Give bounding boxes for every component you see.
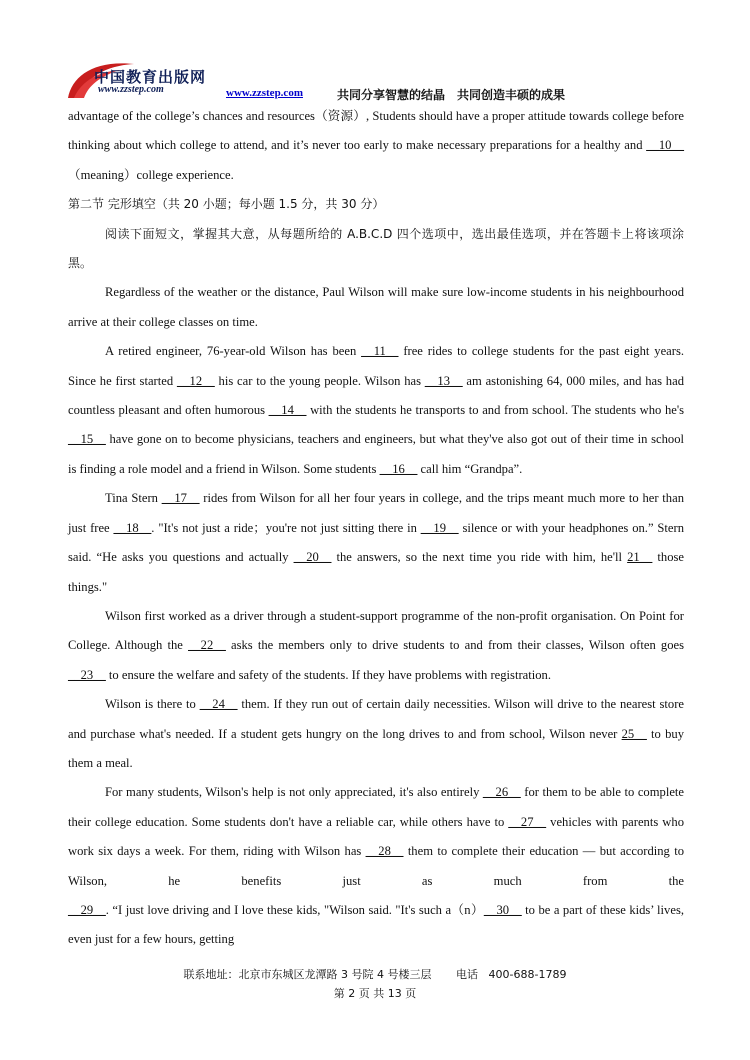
blank-21: 21__ [627, 550, 653, 565]
instruction: 阅读下面短文，掌握其大意，从每题所给的 A.B.C.D 四个选项中，选出最佳选项，并在答题卡上将该项涂黑。 [68, 226, 684, 271]
page-number: 第 2 页 共 13 页 [333, 987, 417, 1000]
publisher-logo [64, 58, 207, 104]
blank-13: __13__ [424, 373, 463, 388]
blank-19: __19__ [420, 520, 459, 535]
blank-11: __11__ [361, 344, 399, 359]
blank-12: __12__ [176, 373, 215, 388]
blank-27: __27__ [508, 814, 547, 829]
paragraph-continued: advantage of the college’s chances and resources（资源）, Students should have a proper attitude towards college before thinking about which college to attend, and it’s never too early to make necessary preparations for a healthy and __10__（meaning）college experience. [68, 109, 684, 182]
blank-25: 25__ [621, 726, 647, 741]
blank-26: __26__ [482, 785, 521, 800]
blank-28: __28__ [365, 844, 404, 859]
blank-22: __22__ [188, 638, 226, 653]
section-heading: 第二节 完形填空（共 20 小题；每小题 1.5 分，共 30 分） [68, 197, 385, 212]
footer-address: 联系地址：北京市东城区龙潭路 3 号院 4 号楼三层 电话 400-688-1789 [183, 968, 567, 981]
paragraph-1: Regardless of the weather or the distance, Paul Wilson will make sure low-income students in his neighbourhood arrive at their college classes on time. [68, 285, 684, 329]
blank-17: __17__ [161, 491, 200, 506]
site-link[interactable]: www.zzstep.com [226, 87, 303, 99]
blank-14: __14__ [268, 403, 307, 418]
page-content [68, 102, 684, 955]
paragraph-2: A retired engineer, 76-year-old Wilson has been __11__ free rides to college students for the past eight years. Since he first started __12__ his car to the young people. Wilson has __13__ am astonishing 64, 000 miles, and has had countless pleasant and often humorous __14__ with the students he transports to and from school. The students who he's __15__ have gone on to become physicians, teachers and engineers, but what they've also got out of their time in school is finding a role model and a friend in Wilson. Some students __16__ call him “Grandpa”. [68, 344, 684, 476]
paragraph-3: Tina Stern __17__ rides from Wilson for all her four years in college, and the trips meant much more to her than just free __18__. "It's not just a ride；you're not just sitting there in __19__ silence or with your headphones on.” Stern said. “He asks you questions and actually __20__ the answers, so the next time you ride with him, he'll 21__ those things." [68, 491, 684, 594]
blank-24: __24__ [199, 697, 238, 712]
blank-23: __23__ [68, 667, 106, 682]
page-header [0, 0, 750, 100]
paragraph-5: Wilson is there to __24__ them. If they run out of certain daily necessities. Wilson will drive to the nearest store and purchase what's needed. If a student gets hungry on the long drives to and from school, Wilson never 25__ to buy them a meal. [68, 697, 684, 770]
blank-10: __10__ [646, 138, 684, 153]
paragraph-4: Wilson first worked as a driver through a student-support programme of the non-profit organisation. On Point for College. Although the __22__ asks the members only to drive students to and from their classes, Wilson often goes __23__ to ensure the welfare and safety of the students. If they have problems with registration. [68, 608, 684, 682]
blank-29: __29__ [68, 902, 106, 917]
logo-url: www.zzstep.com [98, 84, 164, 95]
blank-16: __16__ [379, 461, 418, 476]
blank-20: __20__ [293, 550, 332, 565]
header-slogan: 共同分享智慧的结晶 共同创造丰硕的成果 [337, 88, 566, 102]
blank-30: __30__ [483, 902, 522, 917]
logo-title: 中国教育出版网 [94, 70, 207, 86]
blank-18: __18__ [113, 520, 152, 535]
blank-15: __15__ [68, 432, 106, 447]
paragraph-6: For many students, Wilson's help is not only appreciated, it's also entirely __26__ for them to be able to complete their college education. Some students don't have a reliable car, while others have to __27__ vehicles with parents who work six days a week. For them, riding with Wilson has __28__ them to complete their education — but according to Wilson, he benefits just as much from the __29__. “I just love driving and I love these kids, "Wilson said. "It's such a（n）__30__ to be a part of these kids’ lives, even just for a few hours, getting [68, 785, 684, 947]
